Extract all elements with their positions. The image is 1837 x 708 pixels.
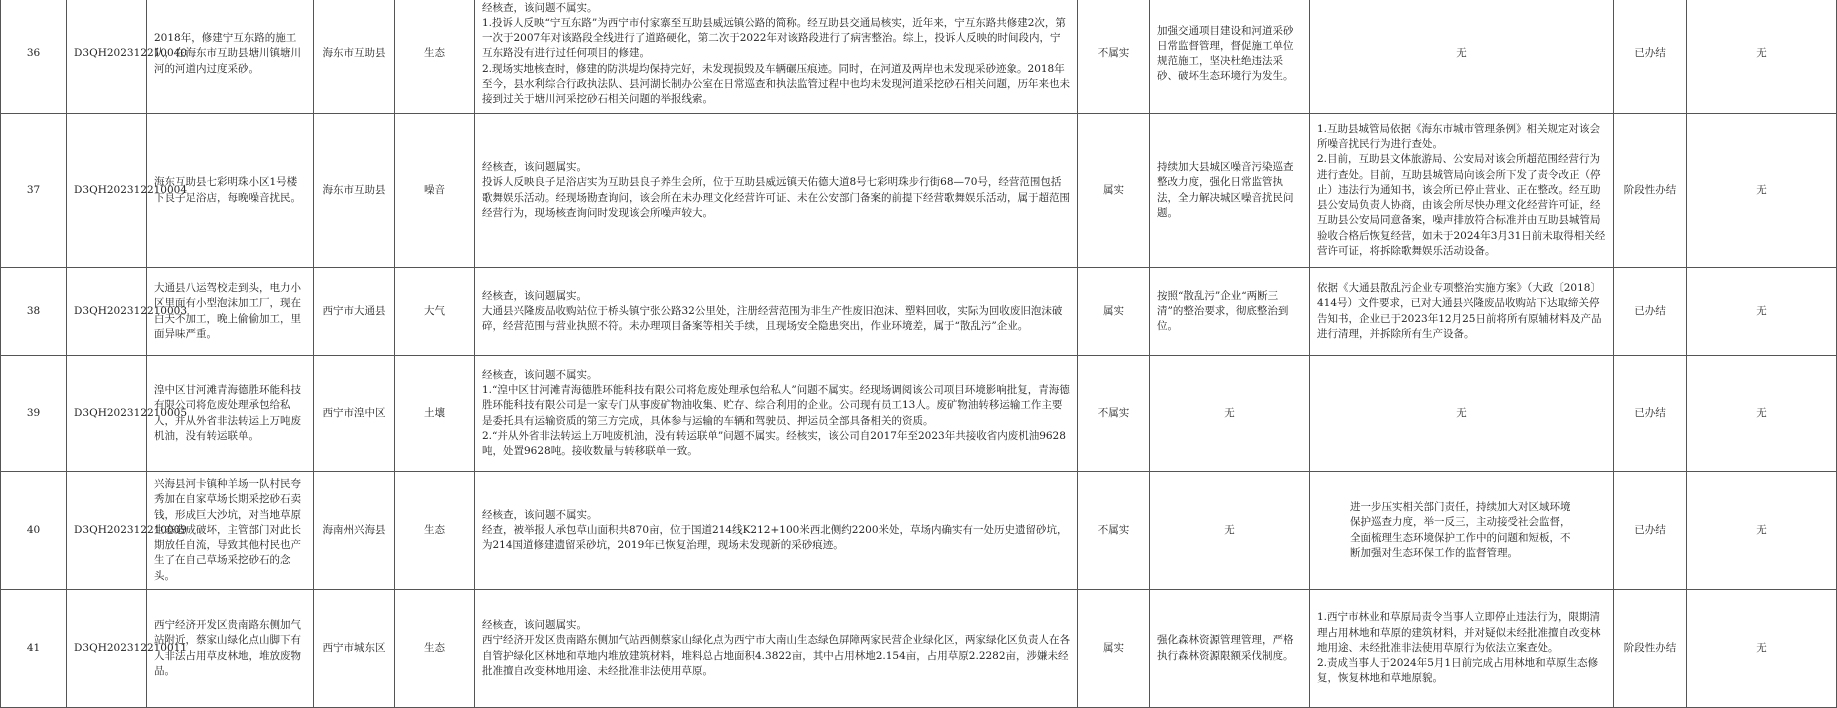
verdict: 不属实: [1078, 356, 1150, 472]
table-row: [1, 472, 1837, 590]
verdict: 属实: [1078, 268, 1150, 356]
handling-results: [1310, 268, 1614, 356]
region: 海东市互助县: [314, 114, 395, 268]
case-code: D3QH202312210004: [67, 114, 147, 268]
handling-results-paragraph: 依据《大通县散乱污企业专项整治实施方案》（大政〔2018〕414号）文件要求，已对大通县兴隆废品收购站下达取缔关停告知书，企业已于2023年12月25日前将所有原辅材料及产品进行清理，并拆除所有生产设备。: [1317, 282, 1602, 340]
accountability: 无: [1687, 268, 1837, 356]
investigation-findings: [475, 472, 1078, 590]
investigation-findings-paragraph: 1.“湟中区甘河滩青海德胜环能科技有限公司将危废处理承包给私人”问题不属实。经现场调阅该公司项目环境影响批复，青海德胜环能科技有限公司是一家专门从事废矿物油收集、贮存、综合利用的企业。公司现有员工13人。废矿物油转移运输工作主要是委托具有运输资质的第三方完成，具体参与运输的车辆和驾驶员、押运员全部具备相关的资质。: [482, 384, 1070, 427]
rectification-measures: 加强交通项目建设和河道采砂日常监督管理，督促施工单位规范施工，坚决杜绝违法采砂、破坏生态环境行为发生。: [1150, 0, 1310, 114]
pollution-category: 生态: [395, 0, 475, 114]
handling-results-paragraph: 无: [1456, 406, 1467, 419]
case-code: D3QH202312210009: [67, 472, 147, 590]
investigation-findings-paragraph: 2.“并从外省非法转运上万吨废机油，没有转运联单”问题不属实。经核实，该公司自2017年至2023年共接收省内废机油9628吨，处置9628吨。接收数量与转移联单一致。: [482, 429, 1066, 457]
region: 西宁市湟中区: [314, 356, 395, 472]
verdict: 不属实: [1078, 0, 1150, 114]
verdict: 属实: [1078, 590, 1150, 708]
completion-status: 阶段性办结: [1614, 114, 1687, 268]
table-row: [1, 356, 1837, 472]
accountability: 无: [1687, 356, 1837, 472]
case-code: D3QH202312210011: [67, 590, 147, 708]
region: 西宁市大通县: [314, 268, 395, 356]
accountability: 无: [1687, 0, 1837, 114]
rectification-measures: 持续加大县城区噪音污染巡查整改力度，强化日常监管执法，全力解决城区噪音扰民问题。: [1150, 114, 1310, 268]
pollution-category: 生态: [395, 590, 475, 708]
rectification-measures: 按照“散乱污”企业“两断三清”的整治要求，彻底整治到位。: [1150, 268, 1310, 356]
investigation-findings: [475, 590, 1078, 708]
complaint-content: 海东互助县七彩明珠小区1号楼下良子足浴店，每晚噪音扰民。: [147, 114, 314, 268]
rectification-measures: 无: [1150, 472, 1310, 590]
pollution-category: 大气: [395, 268, 475, 356]
investigation-findings-paragraph: 经核查，该问题不属实。: [482, 368, 598, 381]
investigation-findings-paragraph: 经核查，该问题属实。: [482, 289, 587, 302]
row-number: 38: [1, 268, 67, 356]
case-code: D3QH202312210005: [67, 356, 147, 472]
row-number: 37: [1, 114, 67, 268]
completion-status: 已办结: [1614, 356, 1687, 472]
investigation-findings: [475, 114, 1078, 268]
accountability: 无: [1687, 114, 1837, 268]
investigation-findings-paragraph: 经查，被举报人承包草山面积共870亩，位于国道214线K212+100米西北侧约2200米处，草场内确实有一处历史遗留砂坑，为214国道修建遗留采砂坑，2019年已恢复治理，现场未发现新的采砂痕迹。: [482, 523, 1068, 552]
rectification-measures: 强化森林资源管理管理，严格执行森林资源限额采伐制度。: [1150, 590, 1310, 708]
verdict: 属实: [1078, 114, 1150, 268]
table-row: [1, 590, 1837, 708]
completion-status: 阶段性办结: [1614, 590, 1687, 708]
complaint-content: 大通县八运驾校走到头，电力小区里面有小型泡沫加工厂，现在白天不加工，晚上偷偷加工，里面异味严重。: [147, 268, 314, 356]
investigation-findings: [475, 268, 1078, 356]
rectification-measures: 无: [1150, 356, 1310, 472]
row-number: 39: [1, 356, 67, 472]
handling-results: [1310, 0, 1614, 114]
region: 海南州兴海县: [314, 472, 395, 590]
handling-results: [1310, 356, 1614, 472]
handling-results: [1310, 114, 1614, 268]
investigation-findings-paragraph: 2.现场实地核查时，修建的防洪堤均保持完好，未发现损毁及车辆碾压痕迹。同时，在河道及两岸也未发现采砂迹象。2018年至今，县水利综合行政执法队、县河湖长制办公室在日常巡查和执法监管过程中也均未发现河道采挖砂石相关问题，历年来也未接到过关于塘川河采挖砂石相关问题的举报线索。: [482, 62, 1070, 106]
table-row: [1, 268, 1837, 356]
investigation-findings-paragraph: 1.投诉人反映“宁互东路”为西宁市付家寨至互助县威远镇公路的简称。经互助县交通局核实，近年来，宁互东路共修建2次，第一次于2007年对该路段全线进行了道路硬化，第二次于2022年对该路段进行了病害整治。综上，投诉人反映的时间段内，宁互东路没有进行过任何项目的修建。: [482, 16, 1066, 60]
handling-results: [1310, 472, 1614, 590]
accountability: 无: [1687, 590, 1837, 708]
handling-results: [1310, 590, 1614, 708]
pollution-category: 噪音: [395, 114, 475, 268]
investigation-findings-paragraph: 经核查，该问题属实。: [482, 161, 587, 174]
handling-results-paragraph: 1.西宁市林业和草原局责令当事人立即停止违法行为，限期清理占用林地和草原的建筑材料，并对疑似未经批准擅自改变林地用途、未经批准非法使用草原行为依法立案查处。: [1317, 611, 1601, 654]
row-number: 40: [1, 472, 67, 590]
handling-results-paragraph: 1.互助县城管局依据《海东市城市管理条例》相关规定对该会所噪音扰民行为进行查处。: [1317, 123, 1601, 151]
handling-results-paragraph: 进一步压实相关部门责任，持续加大对区域环境保护巡查力度，举一反三，主动接受社会监督，全面梳理生态环境保护工作中的问题和短板，不断加强对生态环保工作的监督管理。: [1350, 501, 1571, 559]
complaint-content: 湟中区甘河滩青海德胜环能科技有限公司将危废处理承包给私人，并从外省非法转运上万吨废机油，没有转运联单。: [147, 356, 314, 472]
investigation-findings-paragraph: 大通县兴隆废品收购站位于桥头镇宁张公路32公里处，注册经营范围为非生产性废旧泡沫、塑料回收，实际为回收废旧泡沫破碎，经营范围与营业执照不符。未办理项目备案等相关手续，且现场安全隐患突出，作业环境差，属于“散乱污”企业。: [482, 304, 1063, 333]
table-row: [1, 0, 1837, 114]
handling-results-paragraph: 2.责成当事人于2024年5月1日前完成占用林地和草原生态修复，恢复林地和草地原貌。: [1317, 657, 1599, 685]
row-number: 36: [1, 0, 67, 114]
verdict: 不属实: [1078, 472, 1150, 590]
handling-results-paragraph: 无: [1456, 47, 1467, 60]
complaint-content: 2018年，修建宁互东路的施工队，在海东市互助县塘川镇塘川河的河道内过度采砂。: [147, 0, 314, 114]
complaint-content: 兴海县河卡镇种羊场一队村民夸秀加在自家草场长期采挖砂石卖钱，形成巨大沙坑，对当地草原生态造成破坏，主管部门对此长期放任自流，导致其他村民也产生了在自己草场采挖砂石的念头。: [147, 472, 314, 590]
case-code: D3QH202312210003: [67, 268, 147, 356]
investigation-findings-paragraph: 投诉人反映良子足浴店实为互助县良子养生会所，位于互助县威远镇天佑德大道8号七彩明珠步行街68—70号，经营范围包括歌舞娱乐活动。经现场勘查询问，该会所在未办理文化经营许可证、未在公安部门备案的前提下经营歌舞娱乐活动，属于超范围经营行为，现场核查询问时发现该会所噪声较大。: [482, 176, 1070, 219]
investigation-findings: [475, 356, 1078, 472]
investigation-findings-paragraph: 西宁经济开发区贵南路东侧加气站西侧蔡家山绿化点为西宁市大南山生态绿色屏障两家民营企业绿化区，两家绿化区负责人在各自管护绿化区林地和草地内堆放建筑材料，堆料总占地面积4.3822亩，其中占用林地2.154亩，占用草原2.2282亩，涉嫌未经批准擅自改变林地用途、未经批准非法使用草原。: [482, 634, 1070, 677]
table-row: [1, 114, 1837, 268]
region: 海东市互助县: [314, 0, 395, 114]
completion-status: 已办结: [1614, 268, 1687, 356]
investigation-findings-paragraph: 经核查，该问题不属实。: [482, 508, 598, 521]
completion-status: 已办结: [1614, 472, 1687, 590]
row-number: 41: [1, 590, 67, 708]
table-body: [1, 0, 1837, 708]
investigation-findings-paragraph: 经核查，该问题不属实。: [482, 1, 598, 14]
completion-status: 已办结: [1614, 0, 1687, 114]
investigation-findings: [475, 0, 1078, 114]
case-code: D3QH202312210040: [67, 0, 147, 114]
complaint-content: 西宁经济开发区贵南路东侧加气站附近，蔡家山绿化点山脚下有人非法占用草皮林地，堆放废物品。: [147, 590, 314, 708]
pollution-category: 土壤: [395, 356, 475, 472]
region: 西宁市城东区: [314, 590, 395, 708]
investigation-findings-paragraph: 经核查，该问题属实。: [482, 619, 587, 632]
pollution-category: 生态: [395, 472, 475, 590]
handling-results-paragraph: 2.目前，互助县文体旅游局、公安局对该会所超范围经营行为进行查处。目前，互助县城管局向该会所下发了责令改正（停止）违法行为通知书，该会所已停止营业、正在整改。经互助县公安局负责人协商，由该会所尽快办理文化经营许可证，经互助县公安局同意备案，噪声排放符合标准并由互助县城管局验收合格后恢复经营，如未于2024年3月31日前未取得相关经营许可证，将拆除歌舞娱乐活动设备。: [1317, 153, 1606, 257]
accountability: 无: [1687, 472, 1837, 590]
